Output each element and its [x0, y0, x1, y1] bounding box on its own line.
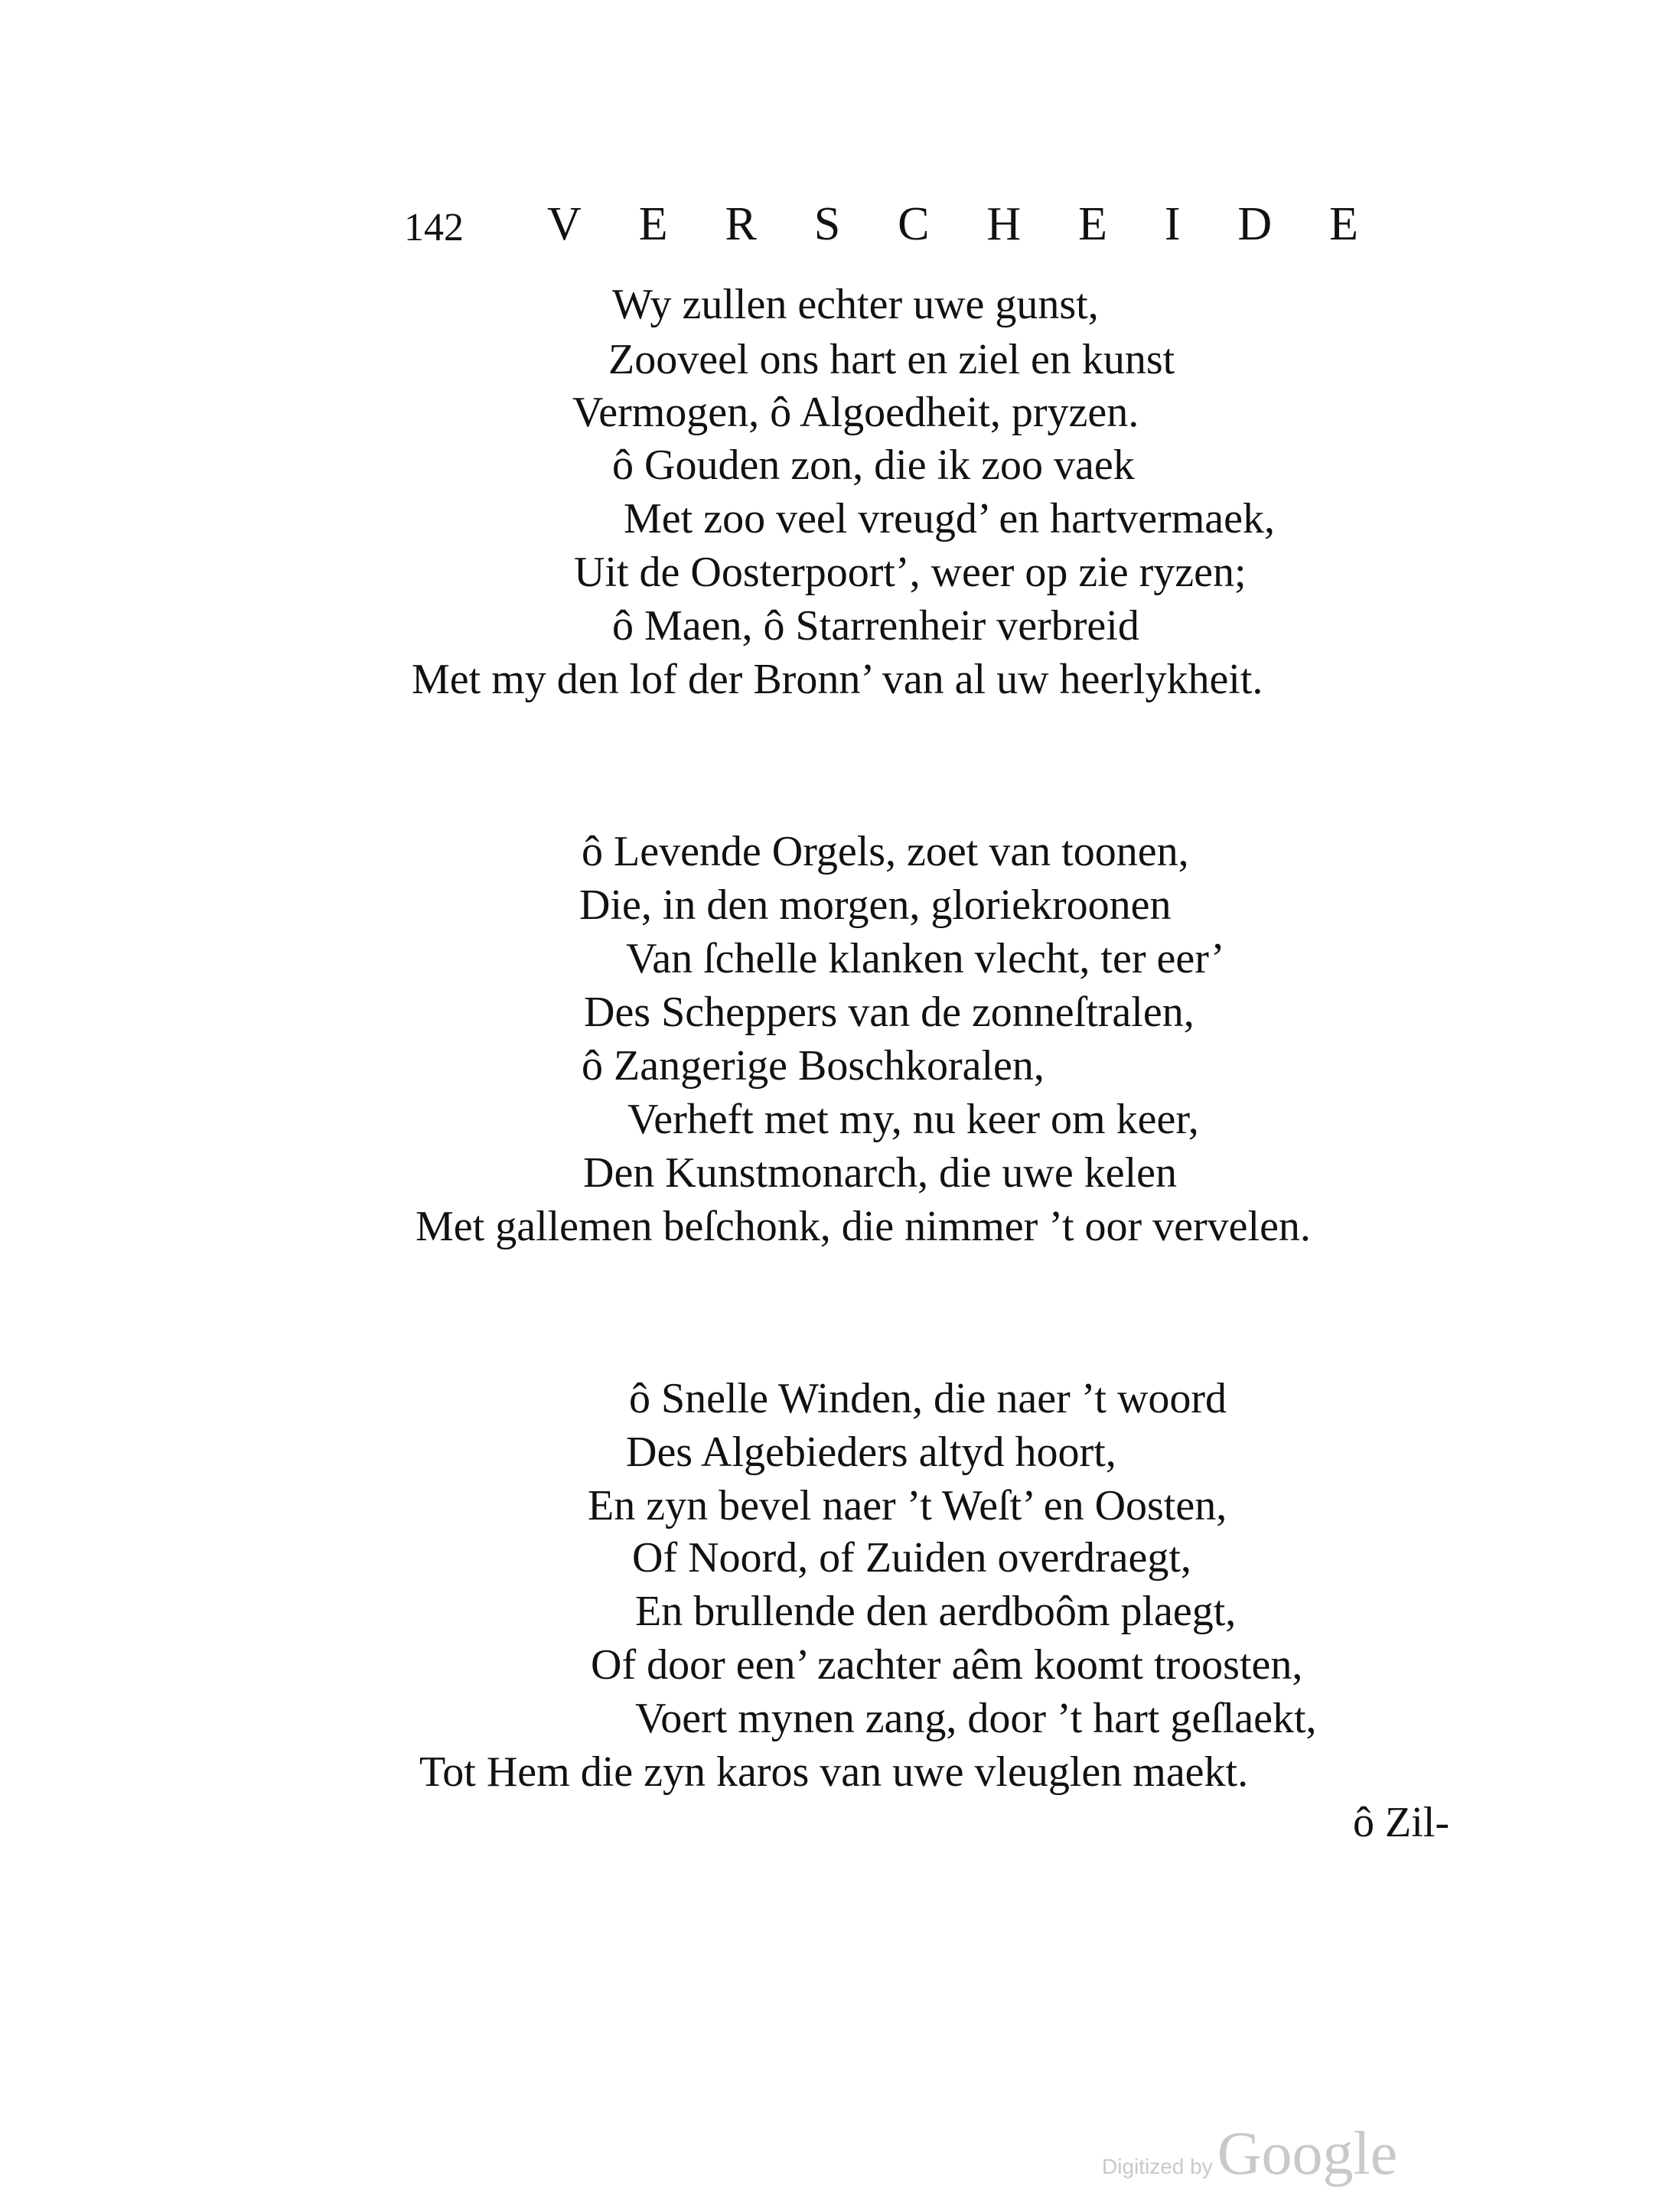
verse-line: Met my den lof der Bronn’ van al uw heerlykheit.: [412, 656, 1263, 703]
page-number: 142: [404, 206, 464, 249]
verse-line: Den Kunstmonarch, die uwe kelen: [583, 1149, 1177, 1197]
running-title-letter: E: [1078, 198, 1107, 250]
verse-line: En brullende den aerdboôm plaegt,: [635, 1588, 1237, 1635]
running-title-letter: I: [1164, 198, 1181, 250]
verse-line: ô Levende Orgels, zoet van toonen,: [582, 828, 1189, 875]
verse-line: Des Algebieders altyd hoort,: [626, 1429, 1116, 1476]
running-title-letter: D: [1237, 198, 1273, 250]
verse-line: Zooveel ons hart en ziel en kunst: [608, 336, 1175, 383]
verse-line: Des Scheppers van de zonneſtralen,: [584, 989, 1195, 1036]
verse-line: Voert mynen zang, door ’t hart geſlaekt,: [635, 1695, 1317, 1742]
running-title: [547, 197, 1358, 252]
verse-line: ô Maen, ô Starrenheir verbreid: [612, 602, 1139, 650]
verse-line: Vermogen, ô Algoedheit, pryzen.: [572, 389, 1139, 436]
verse-line: ô Gouden zon, die ik zoo vaek: [612, 441, 1135, 489]
verse-line: ô Snelle Winden, die naer ’t woord: [629, 1375, 1227, 1422]
running-title-letter: S: [813, 198, 841, 250]
google-logo: Google: [1217, 2120, 1398, 2188]
running-title-letter: V: [547, 198, 582, 250]
verse-line: Of door een’ zachter aêm koomt troosten,: [591, 1641, 1303, 1689]
verse-line: En zyn bevel naer ’t Weſt’ en Oosten,: [588, 1482, 1227, 1530]
watermark-prefix: Digitized by: [1102, 2155, 1213, 2178]
running-title-letter: C: [898, 198, 930, 250]
running-title-letter: R: [725, 198, 757, 250]
verse-line: Uit de Oosterpoort’, weer op zie ryzen;: [574, 549, 1247, 596]
verse-line: Of Noord, of Zuiden overdraegt,: [632, 1534, 1191, 1582]
running-title-letter: H: [986, 198, 1022, 250]
verse-line: Tot Hem die zyn karos van uwe vleuglen maekt.: [419, 1748, 1249, 1796]
running-title-letter: E: [638, 198, 668, 250]
catchword: ô Zil-: [1353, 1799, 1449, 1846]
running-title-letter: E: [1329, 198, 1358, 250]
digitized-by-watermark: [1102, 2119, 1397, 2189]
verse-line: Verheft met my, nu keer om keer,: [627, 1096, 1199, 1143]
verse-line: Wy zullen echter uwe gunst,: [612, 281, 1099, 328]
verse-line: Met zoo veel vreugd’ en hartvermaek,: [624, 495, 1276, 542]
verse-line: ô Zangerige Boschkoralen,: [582, 1042, 1045, 1090]
verse-line: Die, in den morgen, gloriekroonen: [579, 881, 1172, 929]
verse-line: Met gallemen beſchonk, die nimmer ’t oor vervelen.: [416, 1203, 1311, 1250]
verse-line: Van ſchelle klanken vlecht, ter eer’: [626, 935, 1225, 982]
